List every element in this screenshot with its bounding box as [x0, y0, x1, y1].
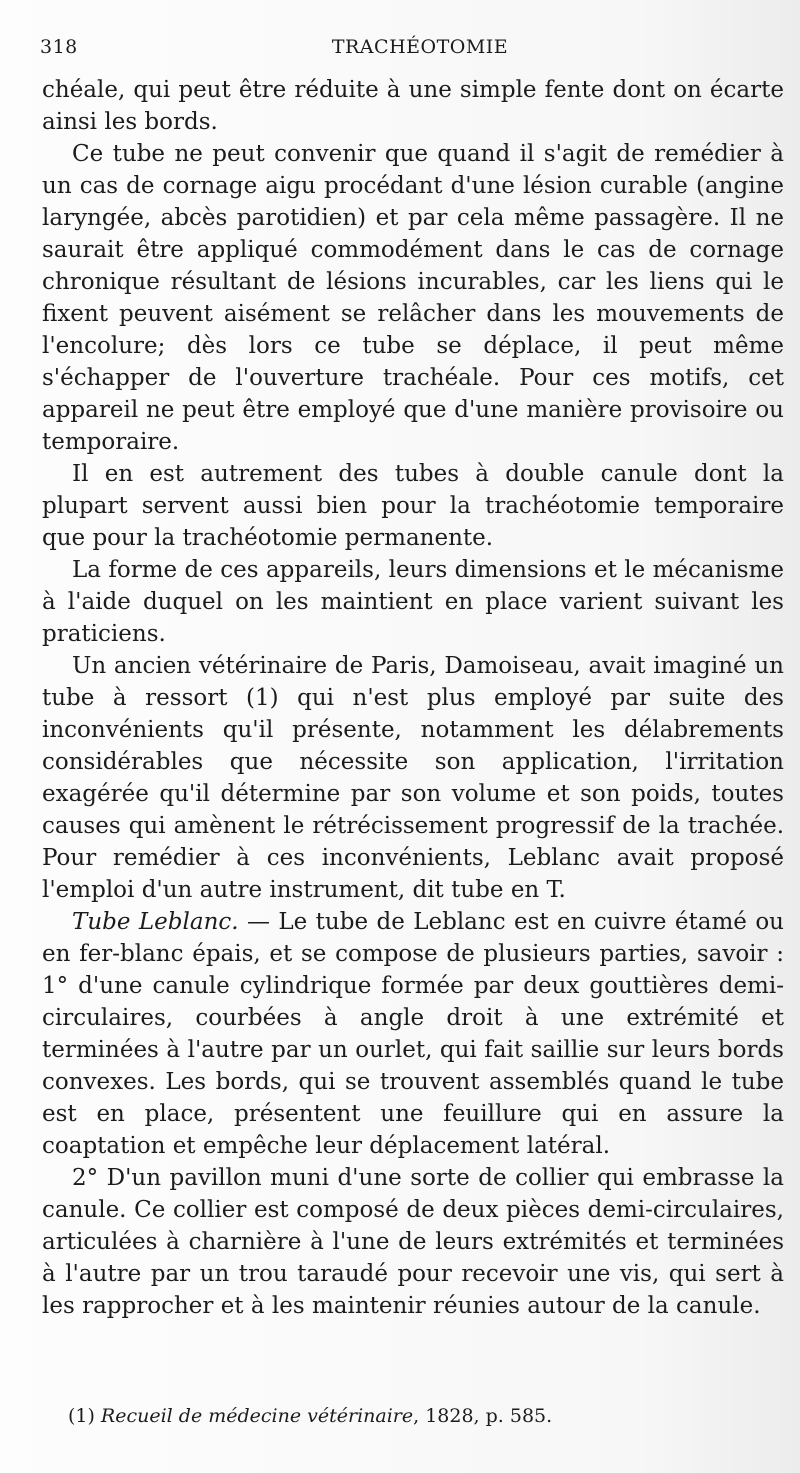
paragraph-1 [42, 74, 784, 138]
paragraph-2 [42, 138, 784, 458]
paragraph-4 [42, 554, 784, 650]
paragraph-1-text: chéale, qui peut être réduite à une simple fente dont on écarte ainsi les bords. [42, 77, 784, 135]
paragraph-5-text: Un ancien vétérinaire de Paris, Damoiseau, avait imaginé un tube à ressort (1) qui n'est plus employé par suite des inconvénients qu'il présente, notamment les délabrements considérables que nécessite son application, l'irritation exagérée qu'il détermine par son volume et son poids, toutes causes qui amènent le rétrécissement progressif de la trachée. Pour remédier à ces inconvénients, Leblanc avait proposé l'emploi d'un autre instrument, dit tube en T. [42, 653, 784, 903]
body-text [42, 74, 784, 1322]
footnote-marker: (1) [68, 1405, 95, 1427]
paragraph-7-text: 2° D'un pavillon muni d'une sorte de collier qui embrasse la canule. Ce collier est composé de deux pièces demi-circulaires, articulées à charnière à l'une de leurs extrémités et terminées à l'autre par un trou taraudé pour recevoir une vis, qui sert à les rapprocher et à les maintenir réunies autour de la canule. [42, 1165, 784, 1319]
paragraph-3 [42, 458, 784, 554]
page-number: 318 [40, 36, 78, 58]
paragraph-3-text: Il en est autrement des tubes à double canule dont la plupart servent aussi bien pour la trachéotomie temporaire que pour la trachéotomie permanente. [42, 461, 784, 551]
paragraph-6-lead: Tube Leblanc. — [72, 909, 270, 935]
paragraph-6-text: Le tube de Leblanc est en cuivre étamé ou en fer-blanc épais, et se compose de plusieurs parties, savoir : 1° d'une canule cylindrique formée par deux gouttières demi-circulaires, courbées à angle droit à une extrémité et terminées à l'autre par un ourlet, qui fait saillie sur leurs bords convexes. Les bords, qui se trouvent assemblés quand le tube est en place, présentent une feuillure qui en assure la coaptation et empêche leur déplacement latéral. [42, 909, 784, 1159]
footnote-title: Recueil de médecine vétérinaire [100, 1405, 414, 1427]
paragraph-4-text: La forme de ces appareils, leurs dimensions et le mécanisme à l'aide duquel on les maintient en place varient suivant les praticiens. [42, 557, 784, 647]
footnote [68, 1405, 760, 1427]
paragraph-5 [42, 650, 784, 906]
running-head [40, 36, 760, 60]
running-title: TRACHÉOTOMIE [331, 36, 509, 58]
paragraph-2-text: Ce tube ne peut convenir que quand il s'agit de remédier à un cas de cornage aigu procédant d'une lésion curable (angine laryngée, abcès parotidien) et par cela même passagère. Il ne saurait être appliqué commodément dans le cas de cornage chronique résultant de lésions incurables, car les liens qui le fixent peuvent aisément se relâcher dans les mouvements de l'encolure; dès lors ce tube se déplace, il peut même s'échapper de l'ouverture trachéale. Pour ces motifs, cet appareil ne peut être employé que d'une manière provisoire ou temporaire. [42, 141, 784, 455]
paragraph-6 [42, 906, 784, 1162]
paragraph-7 [42, 1162, 784, 1322]
footnote-rest: , 1828, p. 585. [413, 1405, 553, 1427]
